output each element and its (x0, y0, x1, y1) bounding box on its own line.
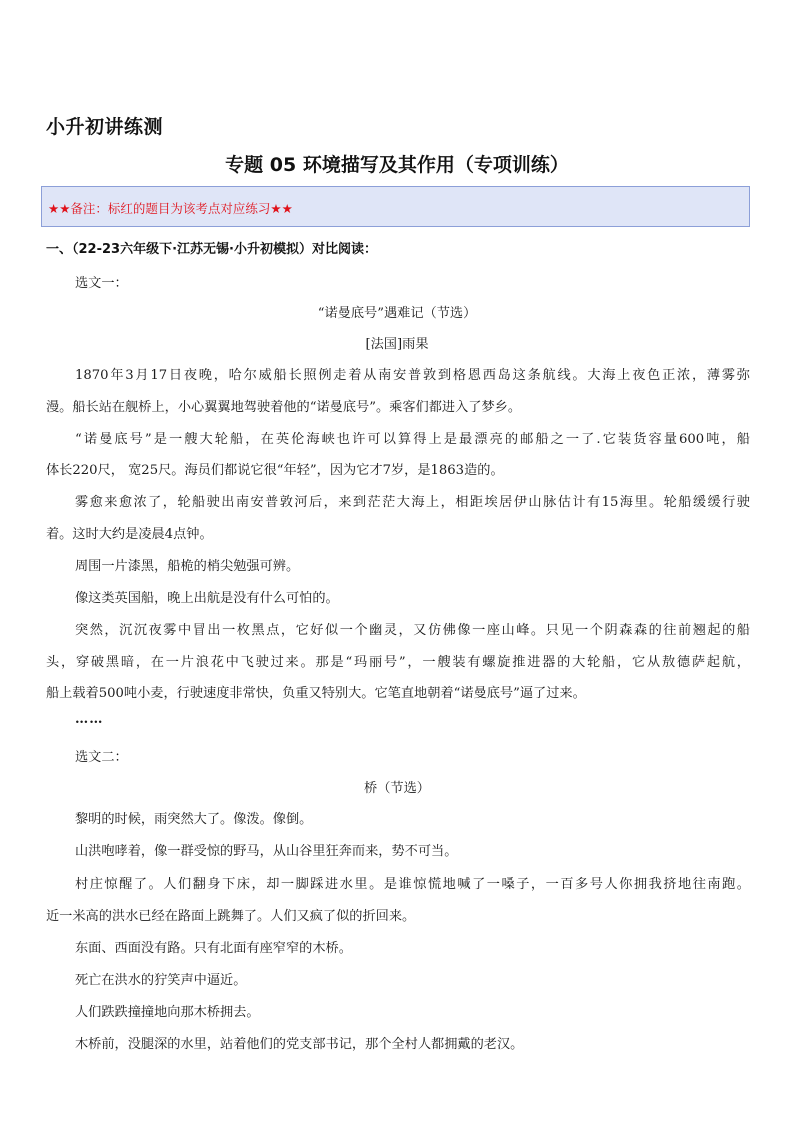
passage1-line: 周围一片漆黑，船桅的梢尖勉强可辨。 (75, 559, 300, 574)
passage1-line: 体长220尺， 宽25尺。海员们都说它很“年轻”，因为它才7岁，是1863造的。 (46, 463, 504, 478)
ellipsis: …… (75, 712, 104, 727)
passage2-line: 人们跌跌撞撞地向那木桥拥去。 (75, 1005, 260, 1020)
passage2-line: 死亡在洪水的狞笑声中逼近。 (75, 973, 247, 988)
passage1-line: 突然，沉沉夜雾中冒出一枚黑点，它好似一个幽灵，又仿佛像一座山峰。只见一个阴森森的往前翘起的船 (75, 623, 750, 638)
passage1-line: 头，穿破黑暗，在一片浪花中飞驶过来。那是“玛丽号”，一艘装有螺旋推进器的大轮船，它从敖德萨起航， (46, 655, 750, 670)
passage1-line: 1870年3月17日夜晚，哈尔威船长照例走着从南安普敦到格恩西岛这条航线。大海上夜色正浓，薄雾弥 (75, 368, 750, 383)
passage1-line: 像这类英国船，晚上出航是没有什么可怕的。 (75, 591, 339, 606)
passage1-line: “诺曼底号”是一艘大轮船，在英伦海峡也许可以算得上是最漂亮的邮船之一了.它装货容量600吨，船 (75, 432, 750, 447)
series-heading: 小升初讲练测 (46, 116, 164, 138)
passage2-line: 东面、西面没有路。只有北面有座窄窄的木桥。 (75, 941, 352, 956)
passage1-label: 选文一： (75, 276, 128, 291)
passage2-line: 黎明的时候，雨突然大了。像泼。像倒。 (75, 812, 313, 827)
passage2-line: 村庄惊醒了。人们翻身下床，却一脚踩进水里。是谁惊慌地喊了一嗓子，一百多号人你拥我挤地往南跑。 (75, 877, 750, 892)
question-intro: 一、（22-23六年级下·江苏无锡·小升初模拟）对比阅读： (46, 242, 377, 257)
note-text: ★★备注：标红的题目为该考点对应练习★★ (48, 201, 293, 216)
passage1-line: 船上载着500吨小麦，行驶速度非常快，负重又特别大。它笔直地朝着“诺曼底号”逼了过来。 (46, 686, 586, 701)
passage2-line: 近一米高的洪水已经在路面上跳舞了。人们又疯了似的折回来。 (46, 909, 416, 924)
note-box (41, 186, 750, 227)
passage1-line: 雾愈来愈浓了，轮船驶出南安普敦河后，来到茫茫大海上，相距埃居伊山脉估计有15海里。轮船缓缓行驶 (75, 495, 750, 510)
passage1-line: 漫。船长站在舰桥上，小心翼翼地驾驶着他的“诺曼底号”。乘客们都进入了梦乡。 (46, 400, 522, 415)
passage1-line: 着。这时大约是凌晨4点钟。 (46, 527, 213, 542)
passage1-author: [法国]雨果 (365, 337, 429, 352)
passage2-line: 木桥前，没腿深的水里，站着他们的党支部书记，那个全村人都拥戴的老汉。 (75, 1037, 524, 1052)
passage2-title: 桥（节选） (364, 781, 430, 796)
passage1-title: “诺曼底号”遇难记（节选） (317, 306, 477, 321)
passage2-line: 山洪咆哮着，像一群受惊的野马，从山谷里狂奔而来，势不可当。 (75, 844, 458, 859)
page-title: 专题 05 环境描写及其作用（专项训练） (225, 154, 569, 176)
passage2-label: 选文二： (75, 750, 128, 765)
